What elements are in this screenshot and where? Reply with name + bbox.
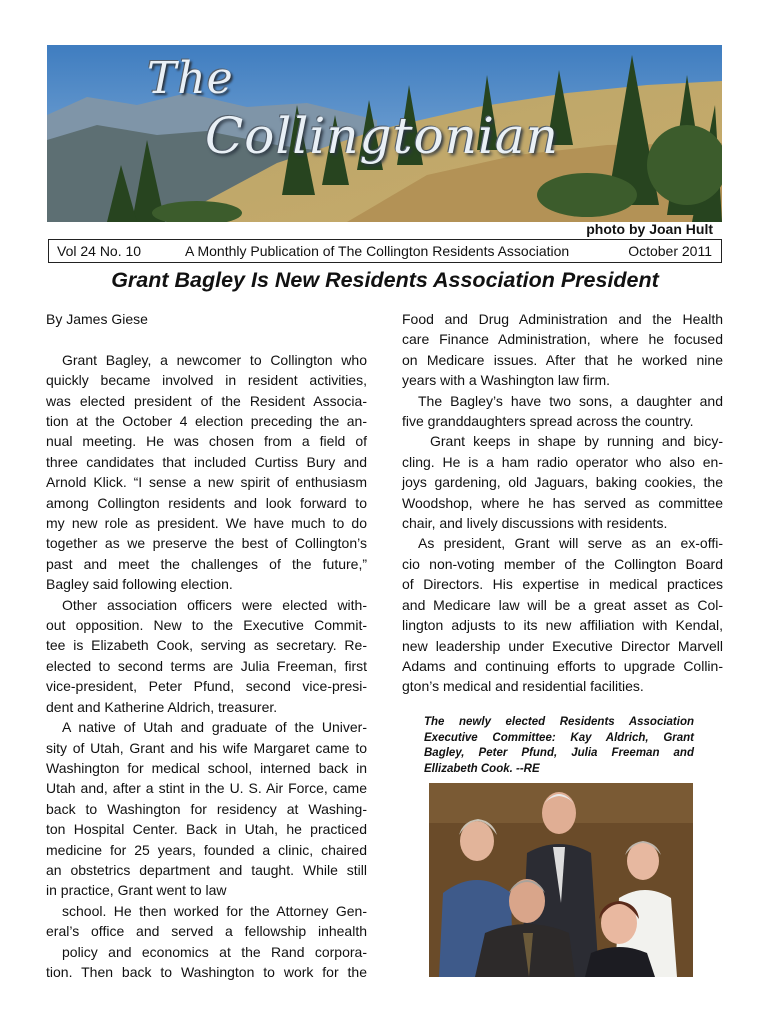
text-line: eral’s office and served a fellowship inhealth [46, 923, 367, 940]
text-line: an obstetrics department and taught. While still [46, 861, 367, 878]
text-line: policy and economics at the Rand corpora- [62, 943, 367, 960]
text-line: The Bagley’s have two sons, a daughter and [418, 392, 723, 409]
text-line: Grant keeps in shape by running and bicy- [430, 433, 723, 450]
issue-volume: Vol 24 No. 10 [57, 243, 142, 259]
text-line: tion. Then back to Washington to work for the [46, 963, 367, 980]
text-line: in practice, Grant went to law [46, 882, 227, 899]
issue-date: October 2011 [628, 243, 712, 259]
article-column-1 [46, 309, 367, 982]
text-line: on Medicare issues. After that he worked nine [402, 351, 723, 368]
byline: By James Giese [46, 311, 148, 327]
text-line: As president, Grant will serve as an ex-offi- [418, 535, 723, 552]
text-line: dent and Katherine Aldrich, treasurer. [46, 698, 278, 715]
masthead-title: Collingtonian [205, 107, 559, 165]
text-line: chair, and lively discussions with residents. [402, 515, 668, 532]
text-line: out opposition. New to the Executive Commit- [46, 617, 367, 634]
text-line: sity of Utah, Grant and his wife Margaret came to [46, 739, 367, 756]
text-line: Washington for medical school, interned back in [46, 759, 367, 776]
publication-tagline: A Monthly Publication of The Collington Residents Association [185, 243, 570, 259]
caption-line: Executive Committee: Kay Aldrich, Grant [424, 731, 694, 744]
committee-photo [429, 783, 693, 977]
text-line: of Directors. His expertise in medical practices [402, 576, 723, 593]
article-column-2 [402, 309, 723, 697]
text-line: Woodshop, where he has served as committee [402, 494, 723, 511]
caption-line: Bagley, Peter Pfund, Julia Freeman and [424, 747, 694, 759]
text-line: cio non-voting member of the Collington Board [402, 555, 723, 572]
text-line: past and meet the challenges of the future,” [46, 555, 367, 572]
issue-info-bar [48, 239, 722, 263]
text-line: tee is Elizabeth Cook, serving as secretary. Re- [46, 637, 367, 654]
text-line: nual meeting. He was chosen from a field of [46, 433, 367, 450]
masthead-the: The [147, 53, 234, 104]
text-line: Other association officers were elected with- [62, 596, 367, 613]
text-line: was elected president of the Resident Associa- [46, 392, 367, 409]
text-line: ton Hospital Center. Back in Utah, he practiced [46, 821, 367, 838]
text-line: back to Washington for residency at Washing- [46, 800, 367, 817]
caption-line: Ellizabeth Cook. --RE [424, 762, 540, 775]
text-line: elected to second terms are Julia Freeman, first [46, 657, 367, 674]
text-line: care Finance Administration, where he focused [402, 331, 723, 348]
text-line: five granddaughters spread across the country. [402, 413, 694, 430]
text-line: lington adjusts to its new affiliation with Kendal, [402, 617, 723, 634]
text-line: vice-president, Peter Pfund, second vice-presi- [46, 678, 367, 695]
text-line: tion at the October 4 election preceding the an- [46, 413, 367, 430]
text-line: among Collington residents and look forward to [46, 494, 367, 511]
text-line: and Medicare law will be a great asset as Col- [402, 596, 723, 613]
text-line: medicine for 25 years, founded a clinic, chaired [46, 841, 367, 858]
text-line: Adams and continuing efforts to upgrade Collin- [402, 657, 723, 674]
text-line: three candidates that included Curtiss Bury and [46, 453, 367, 470]
text-line: quickly became involved in resident activities, [46, 372, 367, 389]
text-line: Bagley said following election. [46, 576, 233, 593]
masthead-banner [47, 45, 722, 222]
article-headline: Grant Bagley Is New Residents Association President [111, 268, 659, 292]
text-line: joys gardening, old Jaguars, baking cookies, the [402, 474, 723, 491]
text-line: Utah and, after a stint in the U. S. Air Force, came [46, 780, 367, 797]
text-line: together as we preserve the best of Collington’s [46, 535, 367, 552]
photo-caption [424, 715, 694, 777]
text-line: A native of Utah and graduate of the Univer- [62, 719, 367, 736]
text-line: cling. He is a ham radio operator who also en- [402, 453, 723, 470]
caption-line: The newly elected Residents Association [424, 716, 694, 728]
text-line: my new role as president. We have much to do [46, 515, 367, 532]
photo-credit: photo by Joan Hult [586, 221, 713, 237]
text-line: Food and Drug Administration and the Health [402, 311, 723, 327]
text-line: gton’s medical and residential facilities. [402, 678, 644, 695]
text-line: years with a Washington law firm. [402, 372, 610, 389]
text-line: new leadership under Executive Director Marvell [402, 637, 723, 654]
text-line: Grant Bagley, a newcomer to Collington who [62, 351, 367, 368]
text-line: Arnold Klick. “I sense a new spirit of enthusiasm [46, 474, 367, 491]
text-line: school. He then worked for the Attorney Gen- [62, 902, 367, 919]
